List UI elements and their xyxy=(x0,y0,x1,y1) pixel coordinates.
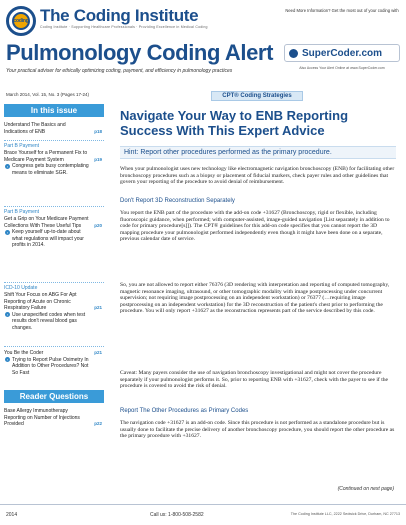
toc-title-text: Understand The Basics and Indications of ENB xyxy=(4,122,66,135)
toc-bullet-text: Congress gets busy contemplating means to eliminate SGR. xyxy=(12,163,89,176)
toc-bullet-text: Keep yourself up-to-date about what regulations will impact your profits in 2014. xyxy=(12,229,84,248)
table-of-contents-sidebar xyxy=(0,86,108,504)
toc-item[interactable] xyxy=(4,285,104,331)
toc-title-text: You Be the Coder xyxy=(4,350,44,356)
paragraph: You report the ENB part of the procedure with the add-on code +31627 (Bronchoscopy, rigid or flexible, including fluoroscopic guidance, when performed; with computer-assisted, image-guided navigation [List separately in addition to code for primary procedure[s]]). The CPT® guidelines for this add-on code specifies that you cannot report the 3D mapping procedure your pulmonologist performed independently even though it might have been done on a separate, previous calendar date of service. xyxy=(120,210,390,243)
toc-item-title xyxy=(4,408,104,428)
toc-item[interactable] xyxy=(4,408,104,428)
reader-questions-header: Reader Questions xyxy=(4,390,104,403)
toc-title-text: Get a Grip on Your Medicare Payment Collections With These Useful Tips xyxy=(4,216,89,229)
subheading: Don't Report 3D Reconstruction Separately xyxy=(120,198,235,204)
toc-title-text: Shift Your Focus on ABG For Apt Reporting of Acute on Chronic Respiratory Failure xyxy=(4,292,77,311)
article-headline: Navigate Your Way to ENB Reporting Success With This Expert Advice xyxy=(120,108,349,138)
subheading: Report The Other Procedures as Primary Codes xyxy=(120,408,249,414)
toc-item-title xyxy=(4,150,104,163)
paragraph: When your pulmonologist uses new technology like electromagnetic navigation bronchoscopy (ENB) for facilitating other bronchoscopy procedures such as a biopsy or placement of fiducial markers, check payer rules and other guidelines that govern your reporting of the procedure to avoid denial of reimbursement. xyxy=(120,166,395,186)
toc-title-text: Base Allergy Immunotherapy Reporting on Number of Injections Provided xyxy=(4,408,80,427)
publication-title: Pulmonology Coding Alert xyxy=(6,40,274,65)
toc-title-text: Brace Yourself for a Permanent Fix to Medicare Payment System xyxy=(4,150,88,163)
divider xyxy=(4,206,104,207)
toc-item[interactable] xyxy=(4,143,104,176)
coding-institute-logo xyxy=(6,6,36,36)
toc-item-title xyxy=(4,216,104,229)
toc-part-label: Part B Payment xyxy=(4,143,40,149)
promo-text-bottom: Also Access Your Alert Online at www.SuperCoder.com xyxy=(299,66,385,70)
toc-page-number: p19 xyxy=(94,156,102,162)
toc-page-number: p20 xyxy=(94,222,102,228)
toc-bullet-text: Use unspecified codes when test results don't reveal blood gas changes. xyxy=(12,311,86,331)
toc-page-number: p21 xyxy=(94,305,102,310)
divider xyxy=(4,346,104,347)
article-hint: Hint: Report other procedures performed as the primary procedure. xyxy=(124,149,332,156)
toc-bullet xyxy=(4,357,104,377)
paragraph: So, you are not allowed to report either 76376 (3D rendering with interpretation and reporting of computed tomography, magnetic resonance imaging, ultrasound, or other tomographic modality with image postprocessing under concurrent supervision; not requiring image postprocessing on an independent workstation) or 76377 (…requiring image postprocessing on an independent workstation) for the 3D reconstruction of the patient's chest prior to performing the procedure. You will only report +31627 as the reconstruction represents part of the service described by this code. xyxy=(120,282,390,315)
toc-bullet xyxy=(4,312,104,332)
article xyxy=(112,86,402,504)
toc-part-label: ICD-10 Update xyxy=(4,285,38,291)
toc-item-title xyxy=(4,122,104,135)
kicker-label: CPT® Coding Strategies xyxy=(211,91,302,101)
toc-item[interactable] xyxy=(4,350,104,376)
toc-bullet-text: Trying to Report Pulse Oximetry In Addition to Other Procedures? Not So Fast xyxy=(12,356,89,376)
footer-phone: Call us: 1-800-508-2582 xyxy=(150,512,204,518)
supercoder-name: SuperCoder.com xyxy=(302,47,383,59)
hint-bar xyxy=(120,146,396,159)
publication-subtitle: Your practical adviser for ethically optimizing coding, payment, and efficiency in pulmonology practices xyxy=(6,68,233,74)
footer-publisher: The Coding Institute LLC, 2222 Sedwick Drive, Durham, NC 27713 xyxy=(290,512,400,516)
arrow-icon: › xyxy=(6,357,9,362)
divider xyxy=(4,140,104,141)
page-footer xyxy=(0,504,406,525)
toc-page-number: p18 xyxy=(94,128,102,134)
arrow-icon: › xyxy=(6,163,9,169)
toc-page-number: p22 xyxy=(94,421,102,426)
toc-part-label: Part B Payment xyxy=(4,209,40,215)
paragraph: The navigation code +31627 is an add-on code. Since this procedure is not performed as a standalone procedure but is usually done to facilitate the precise delivery of another bronchoscopy procedure, you should report the other procedure as the primary procedure with +31627. xyxy=(120,420,395,440)
arrow-icon: › xyxy=(6,229,9,235)
toc-item[interactable] xyxy=(4,122,104,135)
divider xyxy=(4,282,104,283)
masthead xyxy=(0,0,406,86)
promo-text-top: Need More Information? Get the most out of your coding with xyxy=(285,8,399,13)
paragraph: Caveat: Many payers consider the use of navigation bronchoscopy investigational and might not cover the procedure separately if your pulmonologist performs it. So, prior to reporting ENB with +31627, check with the payer to see if the procedure is covered to avoid the risk of denial. xyxy=(120,370,389,390)
supercoder-logo[interactable] xyxy=(284,44,400,62)
issue-info: March 2014, Vol. 15, No. 3 (Pages 17-24) xyxy=(6,92,90,97)
logo-word: coding xyxy=(13,18,29,24)
institute-tagline: Coding Institute · Supporting Healthcare Professionals · Providing Excellence in Medical Coding xyxy=(40,25,208,29)
toc-item[interactable] xyxy=(4,209,104,249)
toc-bullet xyxy=(4,229,104,249)
toc-page-number: p21 xyxy=(94,350,102,355)
toc-bullet xyxy=(4,163,104,176)
toc-item-title xyxy=(4,292,104,312)
continued-note: (Continued on next page) xyxy=(337,486,394,492)
institute-name: The Coding Institute xyxy=(40,6,199,25)
footer-year: 2014 xyxy=(6,512,18,518)
arrow-icon: › xyxy=(6,312,9,317)
in-this-issue-header: In this issue xyxy=(4,104,104,117)
supercoder-icon xyxy=(289,49,298,58)
section-kicker xyxy=(112,90,402,102)
